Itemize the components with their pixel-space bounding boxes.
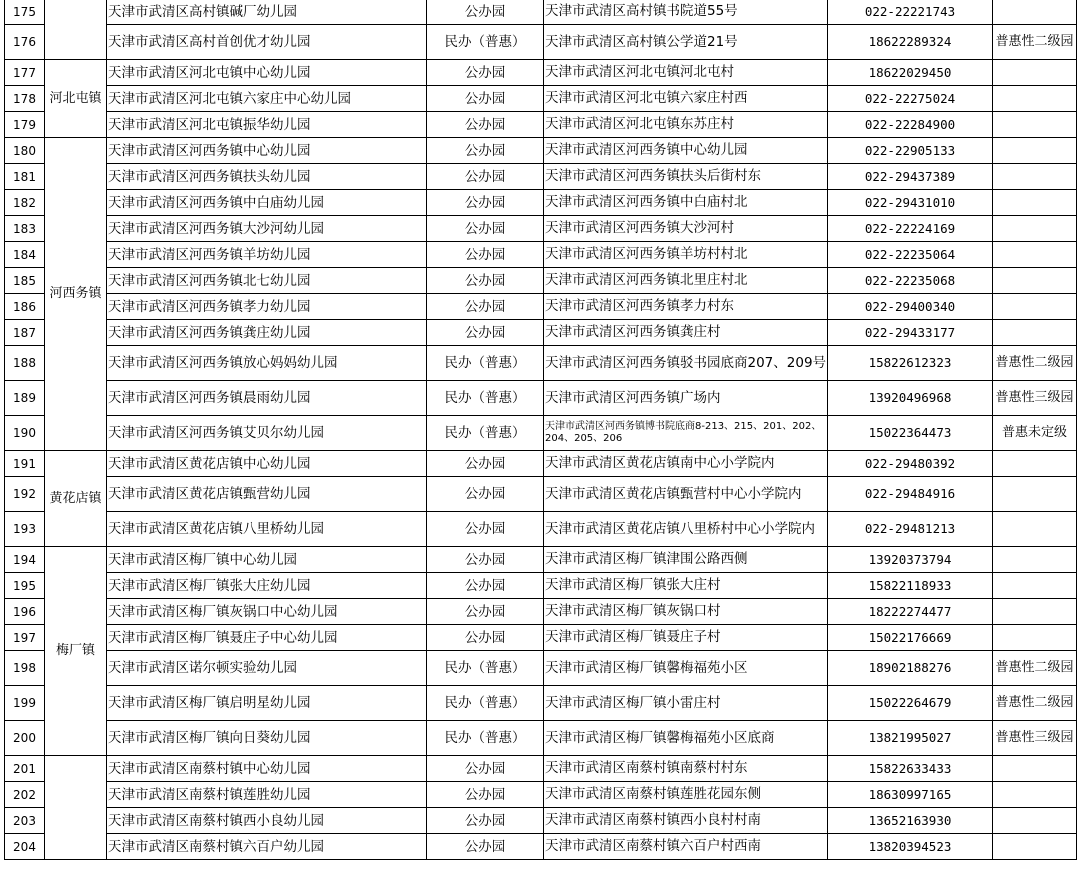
- row-number: 193: [5, 512, 45, 547]
- town-cell: 河北屯镇: [45, 60, 107, 138]
- kindergarten-address: 天津市武清区河北屯镇六家庄村西: [544, 86, 828, 112]
- kindergarten-phone: 022-29481213: [828, 512, 993, 547]
- table-row: [5, 138, 1077, 164]
- kindergarten-phone: 13820394523: [828, 834, 993, 860]
- kindergarten-level: 普惠性二级园: [993, 686, 1077, 721]
- kindergarten-phone: 18630997165: [828, 782, 993, 808]
- kindergarten-type: 公办园: [427, 451, 544, 477]
- row-number: 204: [5, 834, 45, 860]
- kindergarten-name: 天津市武清区河北屯镇振华幼儿园: [107, 112, 427, 138]
- row-number: 201: [5, 756, 45, 782]
- kindergarten-name: 天津市武清区高村镇碱厂幼儿园: [107, 0, 427, 25]
- table-row: [5, 651, 1077, 686]
- row-number: 180: [5, 138, 45, 164]
- kindergarten-name: 天津市武清区河西务镇龚庄幼儿园: [107, 320, 427, 346]
- kindergarten-name: 天津市武清区黄花店镇甄营幼儿园: [107, 477, 427, 512]
- kindergarten-type: 公办园: [427, 477, 544, 512]
- kindergarten-address: 天津市武清区梅厂镇灰锅口村: [544, 599, 828, 625]
- row-number: 194: [5, 547, 45, 573]
- kindergarten-phone: 022-22284900: [828, 112, 993, 138]
- kindergarten-level: 普惠性三级园: [993, 381, 1077, 416]
- kindergarten-level: [993, 599, 1077, 625]
- table-row: [5, 112, 1077, 138]
- kindergarten-level: 普惠未定级: [993, 416, 1077, 451]
- kindergarten-name: 天津市武清区河西务镇孝力幼儿园: [107, 294, 427, 320]
- kindergarten-name: 天津市武清区河北屯镇六家庄中心幼儿园: [107, 86, 427, 112]
- table-row: [5, 242, 1077, 268]
- kindergarten-level: [993, 112, 1077, 138]
- row-number: 188: [5, 346, 45, 381]
- kindergarten-address: 天津市武清区梅厂镇津围公路西侧: [544, 547, 828, 573]
- kindergarten-level: [993, 547, 1077, 573]
- row-number: 198: [5, 651, 45, 686]
- kindergarten-level: [993, 0, 1077, 25]
- kindergarten-address: 天津市武清区河西务镇驳书园底商207、209号: [544, 346, 828, 381]
- kindergarten-phone: 13652163930: [828, 808, 993, 834]
- kindergarten-level: 普惠性二级园: [993, 651, 1077, 686]
- kindergarten-type: 民办（普惠）: [427, 686, 544, 721]
- kindergarten-phone: 18222274477: [828, 599, 993, 625]
- kindergarten-level: [993, 451, 1077, 477]
- kindergarten-type: 公办园: [427, 782, 544, 808]
- kindergarten-level: [993, 294, 1077, 320]
- row-number: 192: [5, 477, 45, 512]
- kindergarten-type: 公办园: [427, 294, 544, 320]
- kindergarten-address: 天津市武清区河西务镇羊坊村村北: [544, 242, 828, 268]
- kindergarten-name: 天津市武清区河西务镇大沙河幼儿园: [107, 216, 427, 242]
- table-row: [5, 346, 1077, 381]
- kindergarten-name: 天津市武清区黄花店镇八里桥幼儿园: [107, 512, 427, 547]
- kindergarten-address: 天津市武清区南蔡村镇南蔡村村东: [544, 756, 828, 782]
- kindergarten-name: 天津市武清区河北屯镇中心幼儿园: [107, 60, 427, 86]
- row-number: 197: [5, 625, 45, 651]
- row-number: 182: [5, 190, 45, 216]
- kindergarten-level: [993, 477, 1077, 512]
- table-row: [5, 216, 1077, 242]
- kindergarten-level: [993, 625, 1077, 651]
- kindergarten-type: 公办园: [427, 756, 544, 782]
- kindergarten-level: 普惠性三级园: [993, 721, 1077, 756]
- row-number: 184: [5, 242, 45, 268]
- kindergarten-phone: 18622029450: [828, 60, 993, 86]
- kindergarten-phone: 13920496968: [828, 381, 993, 416]
- kindergarten-name: 天津市武清区梅厂镇聂庄子中心幼儿园: [107, 625, 427, 651]
- kindergarten-type: 公办园: [427, 808, 544, 834]
- kindergarten-address: 天津市武清区梅厂镇聂庄子村: [544, 625, 828, 651]
- kindergarten-name: 天津市武清区河西务镇扶头幼儿园: [107, 164, 427, 190]
- kindergarten-address: 天津市武清区南蔡村镇西小良村村南: [544, 808, 828, 834]
- kindergarten-level: [993, 268, 1077, 294]
- kindergarten-level: [993, 782, 1077, 808]
- kindergarten-type: 公办园: [427, 86, 544, 112]
- kindergarten-address: 天津市武清区南蔡村镇莲胜花园东侧: [544, 782, 828, 808]
- row-number: 196: [5, 599, 45, 625]
- kindergarten-level: 普惠性二级园: [993, 25, 1077, 60]
- row-number: 200: [5, 721, 45, 756]
- kindergarten-name: 天津市武清区梅厂镇中心幼儿园: [107, 547, 427, 573]
- kindergarten-level: [993, 512, 1077, 547]
- town-cell: [45, 756, 107, 860]
- kindergarten-address: 天津市武清区河西务镇孝力村东: [544, 294, 828, 320]
- row-number: 181: [5, 164, 45, 190]
- kindergarten-phone: 15022264679: [828, 686, 993, 721]
- kindergarten-level: [993, 190, 1077, 216]
- kindergarten-name: 天津市武清区诺尔顿实验幼儿园: [107, 651, 427, 686]
- kindergarten-phone: 022-22235068: [828, 268, 993, 294]
- table-row: [5, 721, 1077, 756]
- table-row: [5, 320, 1077, 346]
- kindergarten-name: 天津市武清区南蔡村镇六百户幼儿园: [107, 834, 427, 860]
- kindergarten-table: [4, 0, 1077, 860]
- kindergarten-name: 天津市武清区河西务镇放心妈妈幼儿园: [107, 346, 427, 381]
- kindergarten-address: 天津市武清区梅厂镇馨梅福苑小区底商: [544, 721, 828, 756]
- kindergarten-address: 天津市武清区河西务镇中心幼儿园: [544, 138, 828, 164]
- kindergarten-address: 天津市武清区黄花店镇八里桥村中心小学院内: [544, 512, 828, 547]
- table-row: [5, 190, 1077, 216]
- kindergarten-phone: 022-29437389: [828, 164, 993, 190]
- table-row: [5, 834, 1077, 860]
- row-number: 177: [5, 60, 45, 86]
- kindergarten-type: 民办（普惠）: [427, 416, 544, 451]
- kindergarten-name: 天津市武清区河西务镇羊坊幼儿园: [107, 242, 427, 268]
- kindergarten-type: 公办园: [427, 512, 544, 547]
- table-row: [5, 25, 1077, 60]
- row-number: 176: [5, 25, 45, 60]
- kindergarten-name: 天津市武清区梅厂镇启明星幼儿园: [107, 686, 427, 721]
- kindergarten-address: 天津市武清区河北屯镇河北屯村: [544, 60, 828, 86]
- kindergarten-name: 天津市武清区南蔡村镇莲胜幼儿园: [107, 782, 427, 808]
- kindergarten-phone: 022-29431010: [828, 190, 993, 216]
- kindergarten-address: 天津市武清区河西务镇北里庄村北: [544, 268, 828, 294]
- kindergarten-address: 天津市武清区黄花店镇甄营村中心小学院内: [544, 477, 828, 512]
- kindergarten-level: [993, 573, 1077, 599]
- table-row: [5, 451, 1077, 477]
- kindergarten-address: 天津市武清区高村镇书院道55号: [544, 0, 828, 25]
- kindergarten-type: 公办园: [427, 164, 544, 190]
- kindergarten-phone: 18902188276: [828, 651, 993, 686]
- kindergarten-type: 公办园: [427, 138, 544, 164]
- kindergarten-address: 天津市武清区南蔡村镇六百户村西南: [544, 834, 828, 860]
- row-number: 185: [5, 268, 45, 294]
- kindergarten-type: 民办（普惠）: [427, 721, 544, 756]
- kindergarten-phone: 022-22275024: [828, 86, 993, 112]
- row-number: 189: [5, 381, 45, 416]
- kindergarten-level: [993, 242, 1077, 268]
- kindergarten-address: 天津市武清区河西务镇扶头后街村东: [544, 164, 828, 190]
- kindergarten-type: 公办园: [427, 625, 544, 651]
- kindergarten-address: 天津市武清区梅厂镇小雷庄村: [544, 686, 828, 721]
- kindergarten-name: 天津市武清区高村首创优才幼儿园: [107, 25, 427, 60]
- row-number: 175: [5, 0, 45, 25]
- kindergarten-type: 公办园: [427, 547, 544, 573]
- kindergarten-level: [993, 216, 1077, 242]
- kindergarten-address: 天津市武清区梅厂镇张大庄村: [544, 573, 828, 599]
- row-number: 179: [5, 112, 45, 138]
- table-row: [5, 164, 1077, 190]
- kindergarten-phone: 022-22221743: [828, 0, 993, 25]
- table-row: [5, 599, 1077, 625]
- kindergarten-name: 天津市武清区梅厂镇向日葵幼儿园: [107, 721, 427, 756]
- kindergarten-level: [993, 60, 1077, 86]
- kindergarten-address: 天津市武清区河西务镇中白庙村北: [544, 190, 828, 216]
- row-number: 191: [5, 451, 45, 477]
- kindergarten-type: 公办园: [427, 599, 544, 625]
- kindergarten-type: 公办园: [427, 60, 544, 86]
- kindergarten-level: [993, 834, 1077, 860]
- table-row: [5, 686, 1077, 721]
- kindergarten-name: 天津市武清区河西务镇艾贝尔幼儿园: [107, 416, 427, 451]
- kindergarten-phone: 022-29480392: [828, 451, 993, 477]
- kindergarten-phone: 022-22224169: [828, 216, 993, 242]
- kindergarten-type: 民办（普惠）: [427, 381, 544, 416]
- kindergarten-phone: 13821995027: [828, 721, 993, 756]
- kindergarten-name: 天津市武清区河西务镇晨雨幼儿园: [107, 381, 427, 416]
- kindergarten-phone: 18622289324: [828, 25, 993, 60]
- kindergarten-name: 天津市武清区南蔡村镇中心幼儿园: [107, 756, 427, 782]
- table-row: [5, 782, 1077, 808]
- kindergarten-address: 天津市武清区黄花店镇南中心小学院内: [544, 451, 828, 477]
- row-number: 186: [5, 294, 45, 320]
- kindergarten-address: 天津市武清区高村镇公学道21号: [544, 25, 828, 60]
- table-row: [5, 416, 1077, 451]
- kindergarten-name: 天津市武清区河西务镇中心幼儿园: [107, 138, 427, 164]
- table-row: [5, 547, 1077, 573]
- table-row: [5, 86, 1077, 112]
- town-cell: 黄花店镇: [45, 451, 107, 547]
- kindergarten-phone: 15022176669: [828, 625, 993, 651]
- table-row: [5, 808, 1077, 834]
- row-number: 183: [5, 216, 45, 242]
- kindergarten-level: [993, 808, 1077, 834]
- kindergarten-phone: 022-29484916: [828, 477, 993, 512]
- table-row: [5, 625, 1077, 651]
- kindergarten-name: 天津市武清区梅厂镇张大庄幼儿园: [107, 573, 427, 599]
- kindergarten-type: 公办园: [427, 190, 544, 216]
- kindergarten-phone: 13920373794: [828, 547, 993, 573]
- kindergarten-address: 天津市武清区河北屯镇东苏庄村: [544, 112, 828, 138]
- table-body: [5, 0, 1077, 860]
- row-number: 178: [5, 86, 45, 112]
- kindergarten-name: 天津市武清区河西务镇中白庙幼儿园: [107, 190, 427, 216]
- kindergarten-name: 天津市武清区南蔡村镇西小良幼儿园: [107, 808, 427, 834]
- kindergarten-level: [993, 756, 1077, 782]
- kindergarten-level: [993, 320, 1077, 346]
- kindergarten-name: 天津市武清区河西务镇北七幼儿园: [107, 268, 427, 294]
- table-row: [5, 0, 1077, 25]
- kindergarten-phone: 022-29400340: [828, 294, 993, 320]
- row-number: 190: [5, 416, 45, 451]
- kindergarten-level: [993, 164, 1077, 190]
- town-cell: 河西务镇: [45, 138, 107, 451]
- kindergarten-address: 天津市武清区河西务镇大沙河村: [544, 216, 828, 242]
- kindergarten-type: 民办（普惠）: [427, 346, 544, 381]
- table-row: [5, 268, 1077, 294]
- kindergarten-level: [993, 86, 1077, 112]
- kindergarten-level: 普惠性二级园: [993, 346, 1077, 381]
- kindergarten-type: 公办园: [427, 268, 544, 294]
- kindergarten-phone: 022-22235064: [828, 242, 993, 268]
- table-row: [5, 756, 1077, 782]
- table-row: [5, 294, 1077, 320]
- kindergarten-type: 公办园: [427, 834, 544, 860]
- town-cell: 梅厂镇: [45, 547, 107, 756]
- kindergarten-name: 天津市武清区黄花店镇中心幼儿园: [107, 451, 427, 477]
- kindergarten-phone: 022-29433177: [828, 320, 993, 346]
- kindergarten-phone: 15822118933: [828, 573, 993, 599]
- kindergarten-name: 天津市武清区梅厂镇灰锅口中心幼儿园: [107, 599, 427, 625]
- kindergarten-phone: 15822633433: [828, 756, 993, 782]
- row-number: 199: [5, 686, 45, 721]
- kindergarten-address: 天津市武清区河西务镇广场内: [544, 381, 828, 416]
- table-row: [5, 573, 1077, 599]
- kindergarten-type: 公办园: [427, 242, 544, 268]
- kindergarten-type: 公办园: [427, 216, 544, 242]
- kindergarten-type: 民办（普惠）: [427, 651, 544, 686]
- kindergarten-type: 公办园: [427, 573, 544, 599]
- row-number: 195: [5, 573, 45, 599]
- table-row: [5, 477, 1077, 512]
- kindergarten-type: 公办园: [427, 0, 544, 25]
- kindergarten-address: 天津市武清区河西务镇龚庄村: [544, 320, 828, 346]
- table-row: [5, 512, 1077, 547]
- table-row: [5, 381, 1077, 416]
- row-number: 203: [5, 808, 45, 834]
- row-number: 202: [5, 782, 45, 808]
- kindergarten-type: 民办（普惠）: [427, 25, 544, 60]
- row-number: 187: [5, 320, 45, 346]
- kindergarten-type: 公办园: [427, 320, 544, 346]
- kindergarten-phone: 022-22905133: [828, 138, 993, 164]
- kindergarten-address: 天津市武清区梅厂镇馨梅福苑小区: [544, 651, 828, 686]
- kindergarten-level: [993, 138, 1077, 164]
- kindergarten-address: 天津市武清区河西务镇博书院底商8-213、215、201、202、204、205、206: [544, 416, 828, 451]
- kindergarten-type: 公办园: [427, 112, 544, 138]
- table-row: [5, 60, 1077, 86]
- town-cell: [45, 0, 107, 60]
- kindergarten-phone: 15022364473: [828, 416, 993, 451]
- kindergarten-phone: 15822612323: [828, 346, 993, 381]
